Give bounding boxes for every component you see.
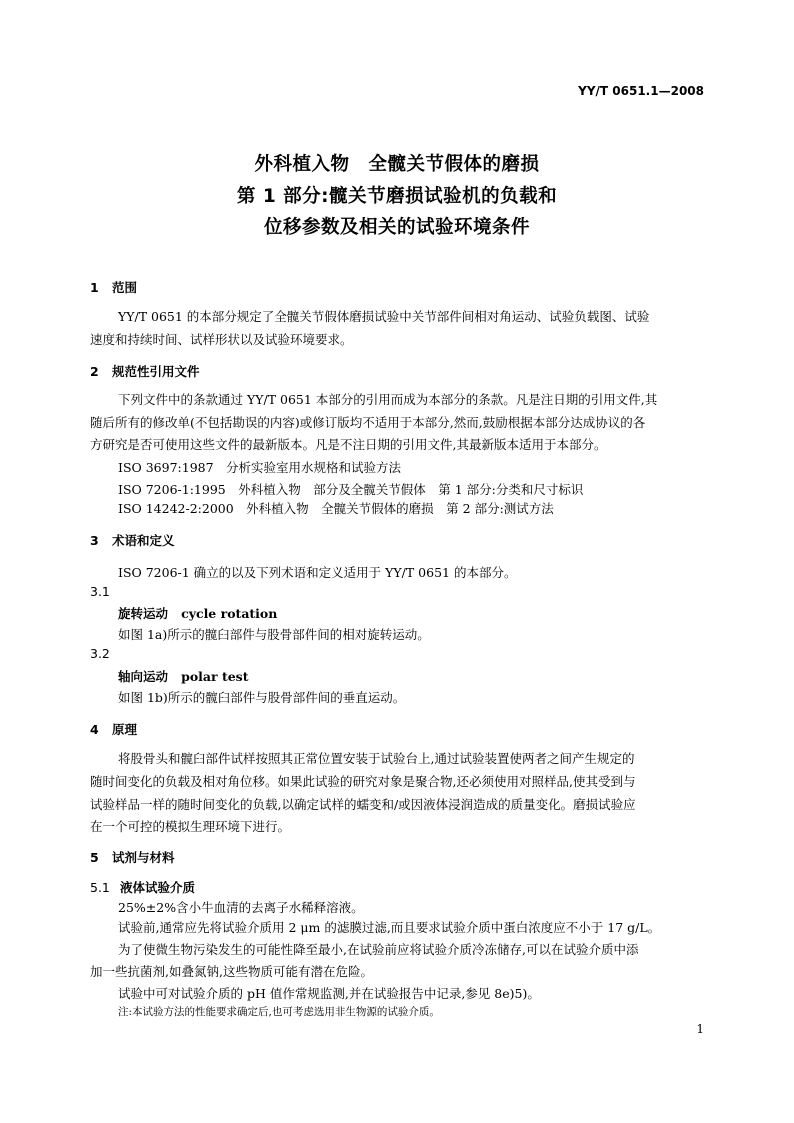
term-chinese: 旋转运动: [118, 606, 169, 621]
section-number: 1: [90, 280, 99, 295]
subsection-5-1-heading: [90, 878, 195, 896]
section-5-text-line: 25%±2%含小牛血清的去离子水稀释溶液。: [118, 900, 364, 915]
section-5-text-line: 试验中可对试验介质的 pH 值作常规监测,并在试验报告中记录,参见 8e)5)。: [118, 986, 540, 1001]
section-3-heading: [90, 531, 175, 549]
term-definition: 如图 1a)所示的髋臼部件与股骨部件间的相对旋转运动。: [118, 627, 430, 642]
term-number: 3.1: [90, 584, 110, 599]
section-1-text-line: YY/T 0651 的本部分规定了全髋关节假体磨损试验中关节部件间相对角运动、试验负载图、试验: [118, 309, 650, 324]
document-title-line-3: 位移参数及相关的试验环境条件: [263, 217, 530, 238]
subsection-number: 5.1: [90, 880, 110, 895]
section-4-text-line: 在一个可控的模拟生理环境下进行。: [90, 819, 291, 834]
section-number: 2: [90, 364, 99, 379]
section-title: 试剂与材料: [112, 850, 175, 865]
section-2-heading: [90, 362, 200, 380]
term-definition: 如图 1b)所示的髋臼部件与股骨部件间的垂直运动。: [118, 690, 406, 705]
section-1-text-line: 速度和持续时间、试样形状以及试验环境要求。: [90, 332, 353, 347]
subsection-title: 液体试验介质: [120, 880, 196, 895]
term-number: 3.2: [90, 646, 110, 661]
section-title: 规范性引用文件: [112, 364, 200, 379]
section-number: 3: [90, 533, 99, 548]
section-2-text-line: 随后所有的修改单(不包括勘误的内容)或修订版均不适用于本部分,然而,鼓励根据本部分达成协议的各: [90, 415, 646, 430]
term-chinese: 轴向运动: [118, 669, 169, 684]
section-5-text-line: 为了使微生物污染发生的可能性降至最小,在试验前应将试验介质冷冻储存,可以在试验介质中添: [118, 942, 639, 957]
section-4-text-line: 试验样品一样的随时间变化的负载,以确定试样的蠕变和/或因液体浸润造成的质量变化。磨损试验应: [90, 797, 636, 812]
section-2-text-line: 下列文件中的条款通过 YY/T 0651 本部分的引用而成为本部分的条款。凡是注日期的引用文件,其: [118, 392, 658, 407]
section-1-heading: [90, 278, 137, 296]
page-number: 1: [696, 1022, 704, 1036]
section-number: 4: [90, 722, 99, 737]
section-title: 术语和定义: [112, 533, 175, 548]
section-4-heading: [90, 720, 137, 738]
section-5-text-line: 试验前,通常应先将试验介质用 2 μm 的滤膜过滤,而且要求试验介质中蛋白浓度应不小于 17 g/L。: [118, 920, 661, 935]
section-5-heading: [90, 848, 175, 866]
term-english: cycle rotation: [181, 606, 278, 621]
term-english: polar test: [181, 669, 249, 684]
term-title: [118, 604, 277, 622]
section-title: 原理: [112, 722, 138, 737]
document-title-line-2: 第 1 部分:髋关节磨损试验机的负载和: [236, 186, 558, 207]
note-text: 注:本试验方法的性能要求确定后,也可考虑选用非生物源的试验介质。: [118, 1006, 440, 1018]
document-title-line-1: 外科植入物 全髋关节假体的磨损: [254, 154, 540, 175]
section-number: 5: [90, 850, 99, 865]
section-2-text-line: 方研究是否可使用这些文件的最新版本。凡是不注日期的引用文件,其最新版本适用于本部分。: [90, 437, 607, 452]
section-title: 范围: [112, 280, 138, 295]
reference-item: ISO 14242-2:2000 外科植入物 全髋关节假体的磨损 第 2 部分:测试方法: [118, 501, 554, 516]
section-5-text-line: 加一些抗菌剂,如叠氮钠,这些物质可能有潜在危险。: [90, 964, 373, 979]
section-3-intro: ISO 7206-1 确立的以及下列术语和定义适用于 YY/T 0651 的本部分。: [118, 565, 517, 580]
term-title: [118, 667, 248, 685]
section-4-text-line: 将股骨头和髋臼部件试样按照其正常位置安装于试验台上,通过试验装置使两者之间产生规定的: [118, 751, 635, 766]
standard-code: YY/T 0651.1—2008: [578, 84, 704, 98]
reference-item: ISO 7206-1:1995 外科植入物 部分及全髋关节假体 第 1 部分:分类和尺寸标识: [118, 482, 584, 497]
section-4-text-line: 随时间变化的负载及相对角位移。如果此试验的研究对象是聚合物,还必须使用对照样品,使其受到与: [90, 774, 636, 789]
reference-item: ISO 3697:1987 分析实验室用水规格和试验方法: [118, 460, 402, 475]
